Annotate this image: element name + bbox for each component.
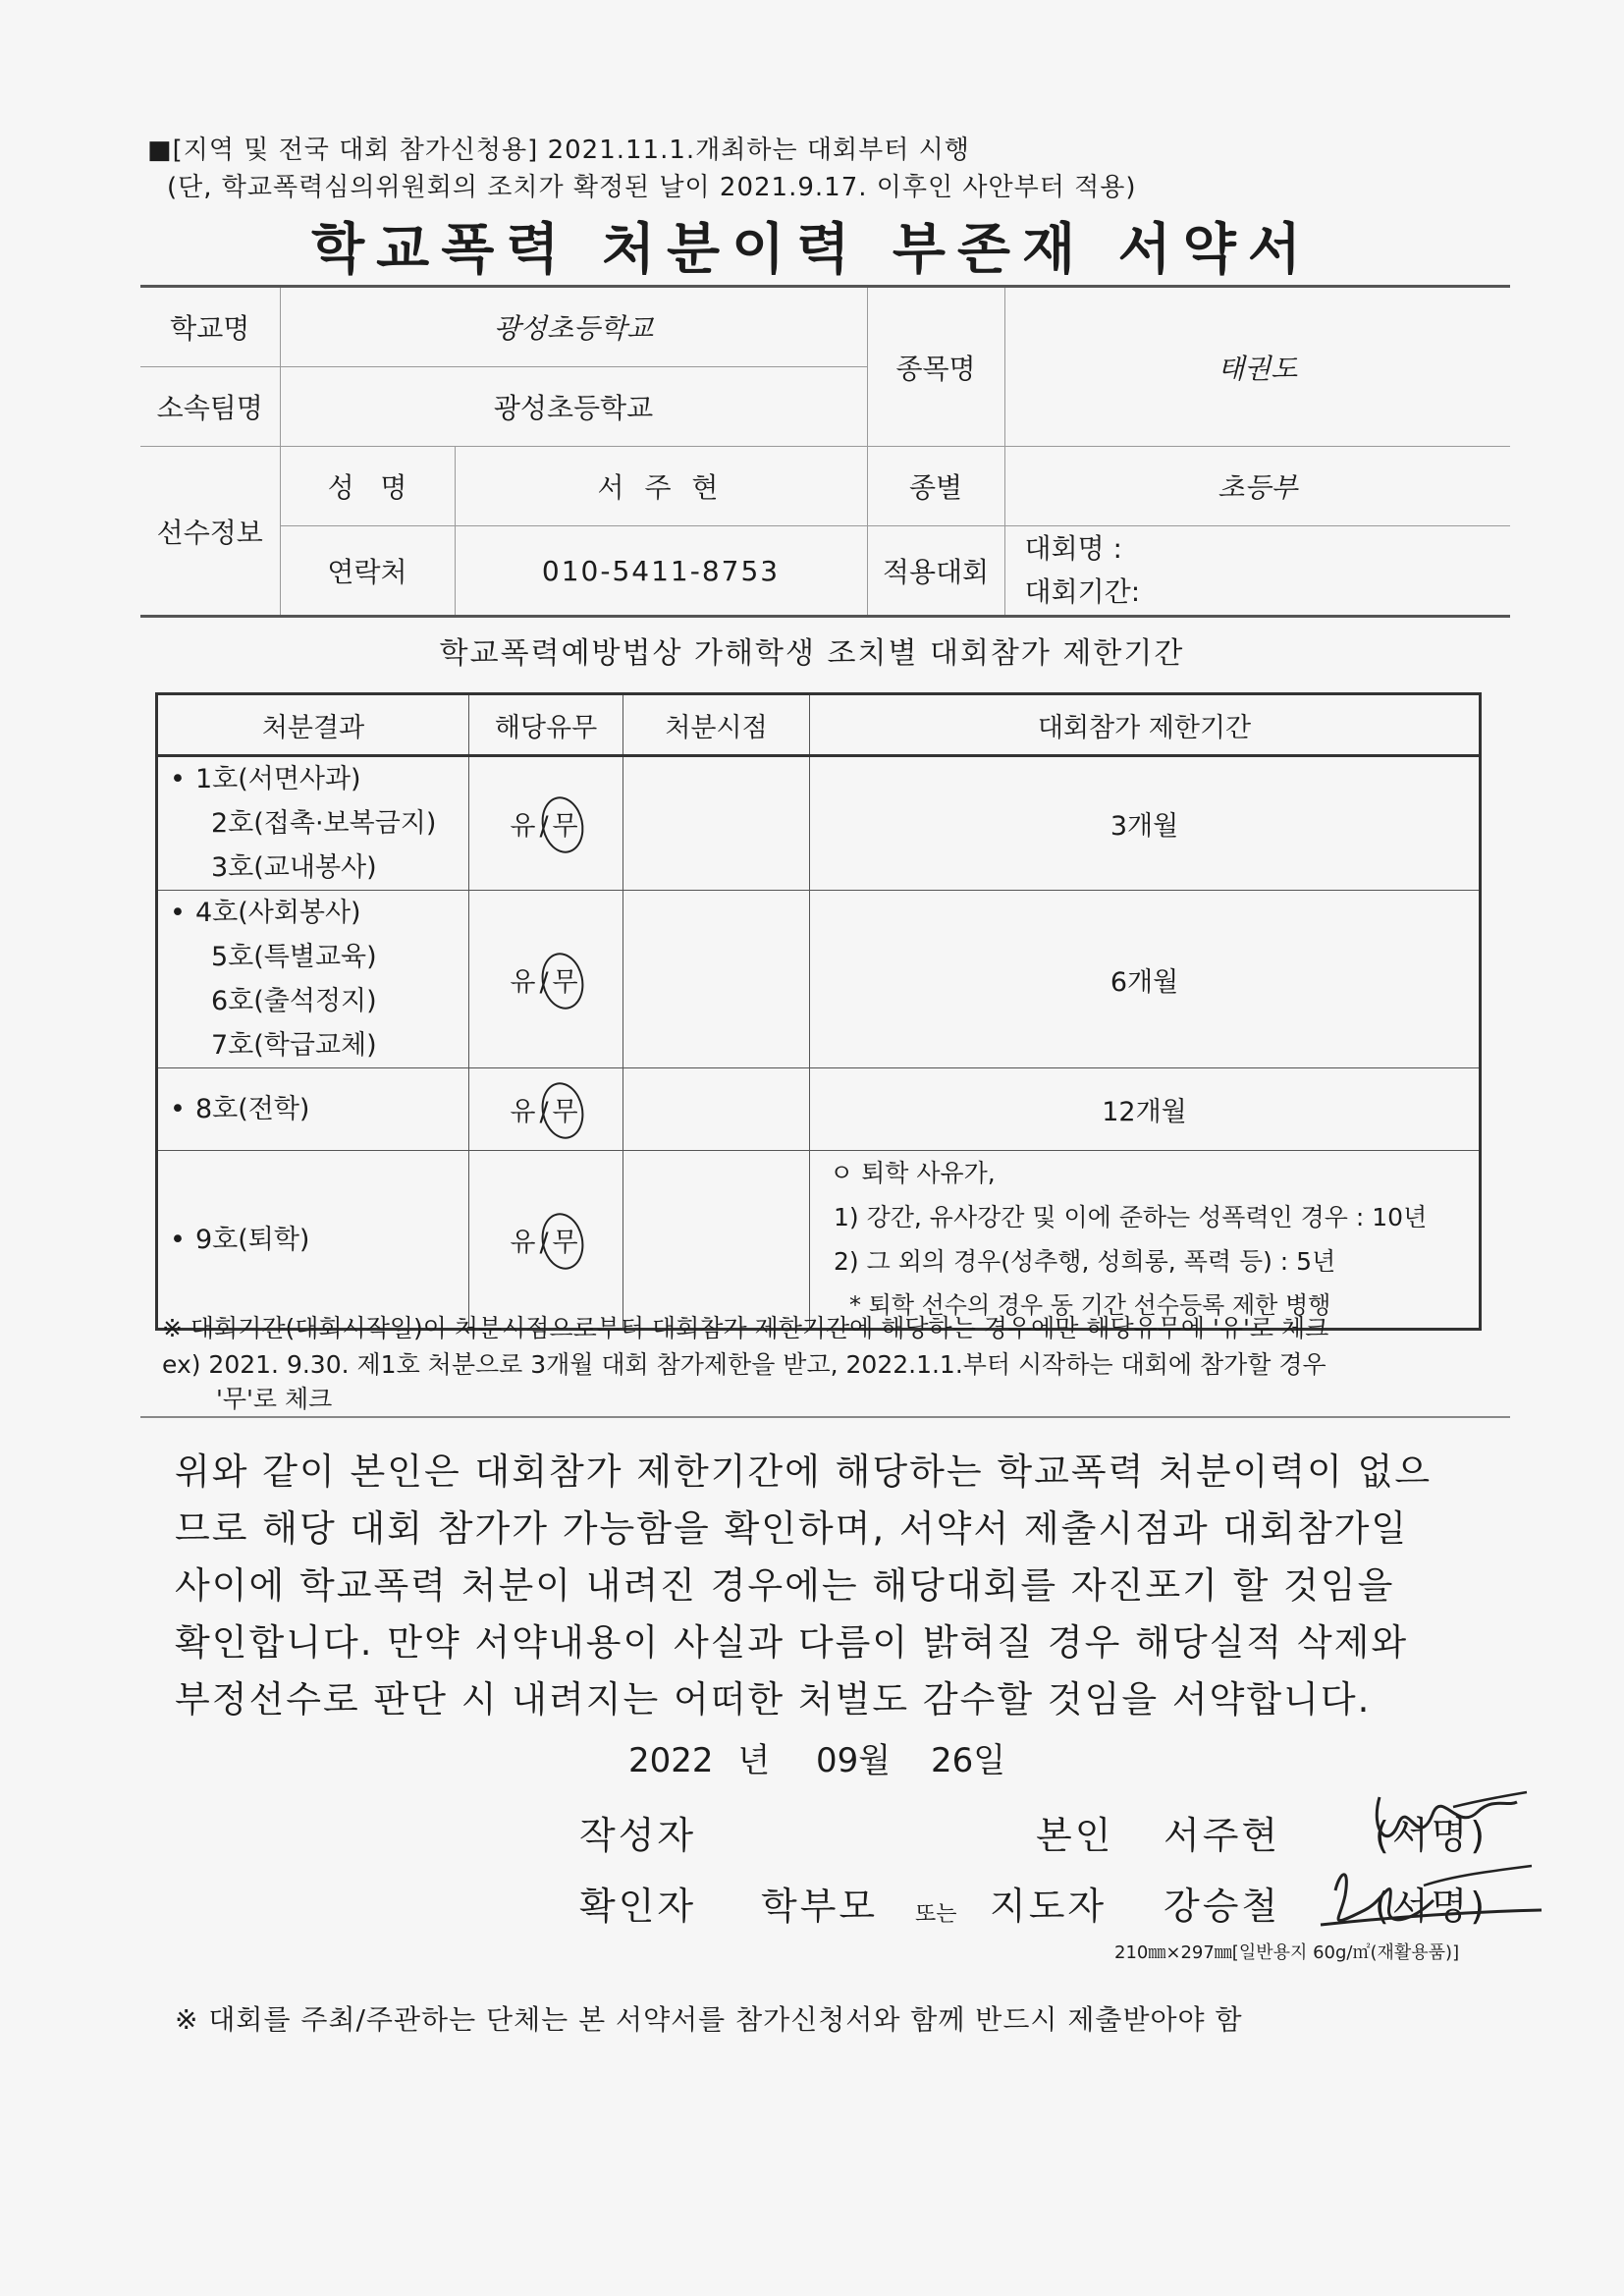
notice-line-2: (단, 학교폭력심의위원회의 조치가 확정된 날이 2021.9.17. 이후인 사안부터 적용)	[167, 173, 1137, 202]
competition-period-label: 대회기간:	[1024, 575, 1141, 608]
sanction-item: • 4호(사회봉사)	[170, 891, 468, 935]
yes-no-text: 유/무	[510, 966, 582, 998]
expulsion-period-detail	[810, 1151, 1481, 1330]
sanction-items	[157, 1068, 469, 1151]
sanction-item: • 8호(전학)	[170, 1087, 468, 1131]
table-row	[157, 756, 1481, 891]
sanction-items	[157, 756, 469, 891]
contact-value: 010-5411-8753	[455, 526, 867, 617]
sanction-item: 2호(접촉·보복금지)	[211, 808, 437, 839]
date-day: 26일	[930, 1741, 1006, 1780]
event-value: 태권도	[1004, 287, 1510, 447]
division-value: 초등부	[1004, 447, 1510, 526]
yes-no-mark	[510, 960, 581, 999]
sanction-table	[155, 692, 1482, 1331]
school-value: 광성초등학교	[280, 287, 867, 367]
paper-spec: 210㎜×297㎜[일반용지 60g/㎡(재활용품)]	[1114, 1942, 1460, 1963]
pledge-line: 확인합니다. 만약 서약내용이 사실과 다름이 밝혀질 경우 해당실적 삭제와	[175, 1621, 1409, 1664]
footer-note: ※ 대회를 주최/주관하는 단체는 본 서약서를 참가신청서와 함께 반드시 제출받아야 함	[175, 2003, 1243, 2036]
sanction-item: 6호(출석정지)	[211, 986, 377, 1016]
self-label: 본인	[1036, 1814, 1114, 1857]
check-circle	[537, 1078, 589, 1142]
sanction-item: 7호(학급교체)	[211, 1030, 377, 1061]
coach-name: 강승철	[1164, 1885, 1281, 1928]
expulsion-line: 2) 그 외의 경우(성추행, 성희롱, 폭력 등) : 5년	[834, 1247, 1336, 1276]
sanction-time-cell	[623, 1151, 810, 1330]
restriction-period: 3개월	[810, 756, 1481, 891]
sanction-item: 3호(교내봉사)	[211, 852, 377, 883]
header-time: 처분시점	[623, 694, 810, 756]
table-row	[157, 1151, 1481, 1330]
self-name: 서주현	[1164, 1814, 1281, 1857]
division-label: 종별	[867, 447, 1004, 526]
date-year: 2022	[628, 1741, 714, 1780]
player-info-table	[140, 285, 1510, 618]
restriction-period: 6개월	[810, 891, 1481, 1068]
check-circle	[537, 1209, 589, 1273]
pledge-line: 위와 같이 본인은 대회참가 제한기간에 해당하는 학교폭력 처분이력이 없으	[175, 1450, 1433, 1493]
coach-sign-mark: (서명)	[1375, 1885, 1489, 1928]
notice-line-1: ■[지역 및 전국 대회 참가신청용] 2021.11.1.개최하는 대회부터 시행	[147, 136, 970, 165]
yes-no-text: 유/무	[510, 1227, 582, 1258]
competition-name-label: 대회명 :	[1024, 532, 1122, 565]
pledge-line: 므로 해당 대회 참가가 가능함을 확인하며, 서약서 제출시점과 대회참가일	[175, 1507, 1409, 1550]
table-row	[157, 1068, 1481, 1151]
parent-label: 학부모	[761, 1885, 879, 1928]
yes-no-mark	[510, 1221, 581, 1259]
coach-label: 지도자	[990, 1885, 1108, 1928]
pledge-line: 부정선수로 판단 시 내려지는 어떠한 처벌도 감수할 것임을 서약합니다.	[175, 1678, 1372, 1721]
expulsion-line: 1) 강간, 유사강간 및 이에 준하는 성폭력인 경우 : 10년	[834, 1203, 1428, 1231]
sanction-time-cell	[623, 1068, 810, 1151]
header-period: 대회참가 제한기간	[810, 694, 1481, 756]
date-month: 09월	[816, 1741, 892, 1780]
pledge-date	[628, 1733, 1005, 1781]
sanction-time-cell	[623, 891, 810, 1068]
table-row	[157, 891, 1481, 1068]
divider	[140, 1416, 1510, 1418]
restriction-period: 12개월	[810, 1068, 1481, 1151]
yes-no-text: 유/무	[510, 1097, 582, 1127]
sanction-item: • 1호(서면사과)	[170, 757, 468, 801]
restriction-subtitle: 학교폭력예방법상 가해학생 조치별 대회참가 제한기간	[439, 636, 1185, 671]
sanction-item: • 9호(퇴학)	[170, 1218, 468, 1262]
self-sign-mark: (서명)	[1375, 1814, 1489, 1857]
sanction-item: 5호(특별교육)	[211, 942, 377, 972]
note-line-1: ※ 대회기간(대회시작일)이 처분시점으로부터 대회참가 제한기간에 해당하는 경우에만 해당유무에 '유'로 체크	[162, 1314, 1329, 1342]
header-result: 처분결과	[157, 694, 469, 756]
yes-no-mark	[510, 804, 581, 843]
confirmer-label: 확인자	[579, 1885, 697, 1928]
expulsion-line: * 퇴학 선수의 경우 동 기간 선수등록 제한 병행	[849, 1291, 1331, 1319]
name-value: 서 주 현	[455, 447, 867, 526]
document-title: 학교폭력 처분이력 부존재 서약서	[311, 218, 1313, 282]
contact-label: 연락처	[280, 526, 455, 617]
competition-label: 적용대회	[867, 526, 1004, 617]
check-circle	[537, 949, 589, 1012]
note-line-2: ex) 2021. 9.30. 제1호 처분으로 3개월 대회 참가제한을 받고, 2022.1.1.부터 시작하는 대회에 참가할 경우	[162, 1350, 1326, 1379]
school-label: 학교명	[140, 287, 280, 367]
writer-label: 작성자	[579, 1814, 697, 1857]
sanction-items	[157, 891, 469, 1068]
team-label: 소속팀명	[140, 367, 280, 447]
name-label: 성 명	[280, 447, 455, 526]
pledge-line: 사이에 학교폭력 처분이 내려진 경우에는 해당대회를 자진포기 할 것임을	[175, 1564, 1395, 1607]
sanction-time-cell	[623, 756, 810, 891]
sanction-items	[157, 1151, 469, 1330]
date-year-unit: 년	[737, 1741, 771, 1780]
yes-no-text: 유/무	[510, 811, 582, 842]
player-info-label: 선수정보	[140, 447, 280, 617]
coach-signature	[1306, 1851, 1551, 1949]
competition-fields	[1004, 526, 1510, 617]
event-label: 종목명	[867, 287, 1004, 447]
note-line-3: '무'로 체크	[216, 1385, 333, 1413]
team-value: 광성초등학교	[280, 367, 867, 447]
check-circle	[537, 793, 589, 856]
or-label: 또는	[915, 1902, 957, 1927]
yes-no-mark	[510, 1090, 581, 1128]
pledge-paragraph	[175, 1444, 1481, 1728]
header-applicable: 해당유무	[469, 694, 623, 756]
expulsion-line: ㅇ 퇴학 사유가,	[830, 1159, 996, 1187]
